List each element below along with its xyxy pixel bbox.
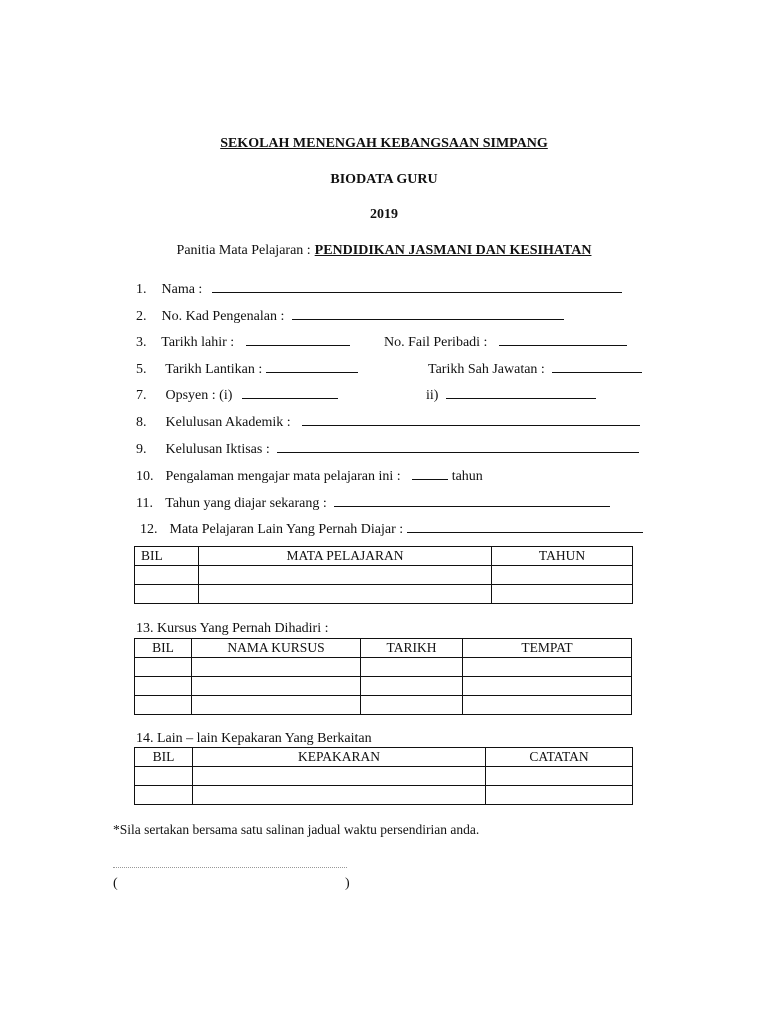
subject-committee-line bbox=[0, 243, 768, 259]
tarikh-lantikan-input-line[interactable] bbox=[266, 360, 358, 373]
table-cell[interactable] bbox=[492, 566, 633, 585]
table-row bbox=[135, 696, 632, 715]
field-opsyen-i bbox=[136, 386, 338, 404]
field-number: 11. bbox=[136, 496, 153, 511]
table-header-row bbox=[135, 547, 633, 566]
field-label: No. Fail Peribadi : bbox=[384, 335, 488, 350]
field-tahun-diajar bbox=[136, 494, 610, 512]
document-title: BIODATA GURU bbox=[330, 172, 438, 187]
field-label: Tarikh lahir : bbox=[161, 335, 235, 350]
table-kepakaran bbox=[134, 747, 633, 805]
tarikh-sah-input-line[interactable] bbox=[552, 360, 642, 373]
table-cell[interactable] bbox=[135, 786, 193, 805]
pengalaman-input-line[interactable] bbox=[412, 467, 448, 480]
field-number: 7. bbox=[136, 388, 147, 403]
field-number: 9. bbox=[136, 442, 147, 457]
header-mata-pelajaran: MATA PELAJARAN bbox=[199, 547, 492, 566]
field-kelulusan-akademik bbox=[136, 413, 640, 431]
field-label: Pengalaman mengajar mata pelajaran ini : bbox=[165, 469, 401, 484]
opsyen-ii-input-line[interactable] bbox=[446, 386, 596, 399]
header-bil: BIL bbox=[135, 639, 192, 658]
field-tarikh-sah-jawatan bbox=[428, 360, 642, 378]
field-opsyen-ii bbox=[426, 386, 596, 404]
table-row bbox=[135, 767, 633, 786]
field-pengalaman bbox=[136, 467, 483, 485]
table-cell[interactable] bbox=[192, 696, 361, 715]
table-row bbox=[135, 786, 633, 805]
field-label: Kelulusan Iktisas : bbox=[165, 442, 270, 457]
table-cell[interactable] bbox=[361, 677, 463, 696]
table-header-row bbox=[135, 748, 633, 767]
field-label: No. Kad Pengenalan : bbox=[161, 309, 285, 324]
kelulusan-iktisas-input-line[interactable] bbox=[277, 440, 639, 453]
header-catatan: CATATAN bbox=[486, 748, 633, 767]
field-tarikh-lahir bbox=[136, 333, 350, 351]
header-bil: BIL bbox=[135, 748, 193, 767]
form-year: 2019 bbox=[370, 207, 398, 222]
table-kursus bbox=[134, 638, 632, 715]
field-label: Kelulusan Akademik : bbox=[165, 415, 291, 430]
tarikh-lahir-input-line[interactable] bbox=[246, 333, 350, 346]
name-paren-open: ( bbox=[113, 876, 118, 891]
header-tahun: TAHUN bbox=[492, 547, 633, 566]
subject-value: PENDIDIKAN JASMANI DAN KESIHATAN bbox=[314, 243, 592, 258]
table-cell[interactable] bbox=[361, 696, 463, 715]
table-cell[interactable] bbox=[135, 696, 192, 715]
table-row bbox=[135, 566, 633, 585]
table-cell[interactable] bbox=[486, 767, 633, 786]
field-number: 2. bbox=[136, 309, 147, 324]
table-cell[interactable] bbox=[135, 767, 193, 786]
field-label: ii) bbox=[426, 388, 439, 403]
table-cell[interactable] bbox=[135, 585, 199, 604]
table-cell[interactable] bbox=[192, 658, 361, 677]
table-cell[interactable] bbox=[135, 658, 192, 677]
table-cell[interactable] bbox=[463, 658, 632, 677]
table-row bbox=[135, 658, 632, 677]
field-number: 1. bbox=[136, 282, 147, 297]
field-nama bbox=[136, 280, 622, 298]
table-row bbox=[135, 677, 632, 696]
field-mata-pelajaran-lain bbox=[140, 520, 643, 538]
table-cell[interactable] bbox=[463, 696, 632, 715]
table-cell[interactable] bbox=[135, 677, 192, 696]
mata-pelajaran-lain-input-line[interactable] bbox=[407, 520, 643, 533]
table-row bbox=[135, 585, 633, 604]
table-cell[interactable] bbox=[463, 677, 632, 696]
table-cell[interactable] bbox=[193, 767, 486, 786]
field-number: 3. bbox=[136, 335, 147, 350]
field-tarikh-lantikan bbox=[136, 360, 358, 378]
signature-line[interactable] bbox=[113, 867, 347, 868]
header-tarikh: TARIKH bbox=[361, 639, 463, 658]
field-label: Nama : bbox=[161, 282, 203, 297]
header-bil: BIL bbox=[135, 547, 199, 566]
school-name: SEKOLAH MENENGAH KEBANGSAAN SIMPANG bbox=[220, 136, 548, 151]
footnote: *Sila sertakan bersama satu salinan jadual waktu persendirian anda. bbox=[113, 822, 480, 837]
kad-pengenalan-input-line[interactable] bbox=[292, 307, 564, 320]
kelulusan-akademik-input-line[interactable] bbox=[302, 413, 640, 426]
field-label: Tarikh Lantikan : bbox=[165, 362, 263, 377]
no-fail-input-line[interactable] bbox=[499, 333, 627, 346]
field-kelulusan-iktisas bbox=[136, 440, 639, 458]
table-cell[interactable] bbox=[361, 658, 463, 677]
field-label: Opsyen : (i) bbox=[165, 388, 233, 403]
field-number: 12. bbox=[140, 522, 158, 537]
field-label: Mata Pelajaran Lain Yang Pernah Diajar : bbox=[169, 522, 404, 537]
nama-input-line[interactable] bbox=[212, 280, 622, 293]
header-nama-kursus: NAMA KURSUS bbox=[192, 639, 361, 658]
field-number: 5. bbox=[136, 362, 147, 377]
table-cell[interactable] bbox=[192, 677, 361, 696]
table-cell[interactable] bbox=[199, 566, 492, 585]
table-mata-pelajaran bbox=[134, 546, 633, 604]
table-cell[interactable] bbox=[193, 786, 486, 805]
field-label: Tarikh Sah Jawatan : bbox=[428, 362, 545, 377]
field-number: 10. bbox=[136, 469, 154, 484]
tahun-diajar-input-line[interactable] bbox=[334, 494, 610, 507]
field-kad-pengenalan bbox=[136, 307, 564, 325]
field-suffix: tahun bbox=[451, 469, 483, 484]
section-kepakaran-label: 14. Lain – lain Kepakaran Yang Berkaitan bbox=[136, 731, 372, 746]
field-label: Tahun yang diajar sekarang : bbox=[165, 496, 327, 511]
table-cell[interactable] bbox=[199, 585, 492, 604]
subject-label: Panitia Mata Pelajaran : bbox=[176, 243, 311, 258]
table-cell[interactable] bbox=[492, 585, 633, 604]
header-tempat: TEMPAT bbox=[463, 639, 632, 658]
field-number: 8. bbox=[136, 415, 147, 430]
opsyen-i-input-line[interactable] bbox=[242, 386, 338, 399]
header-kepakaran: KEPAKARAN bbox=[193, 748, 486, 767]
table-header-row bbox=[135, 639, 632, 658]
field-no-fail-peribadi bbox=[384, 333, 627, 351]
name-paren-close: ) bbox=[345, 876, 350, 891]
table-cell[interactable] bbox=[486, 786, 633, 805]
section-kursus-label: 13. Kursus Yang Pernah Dihadiri : bbox=[136, 621, 329, 636]
table-cell[interactable] bbox=[135, 566, 199, 585]
